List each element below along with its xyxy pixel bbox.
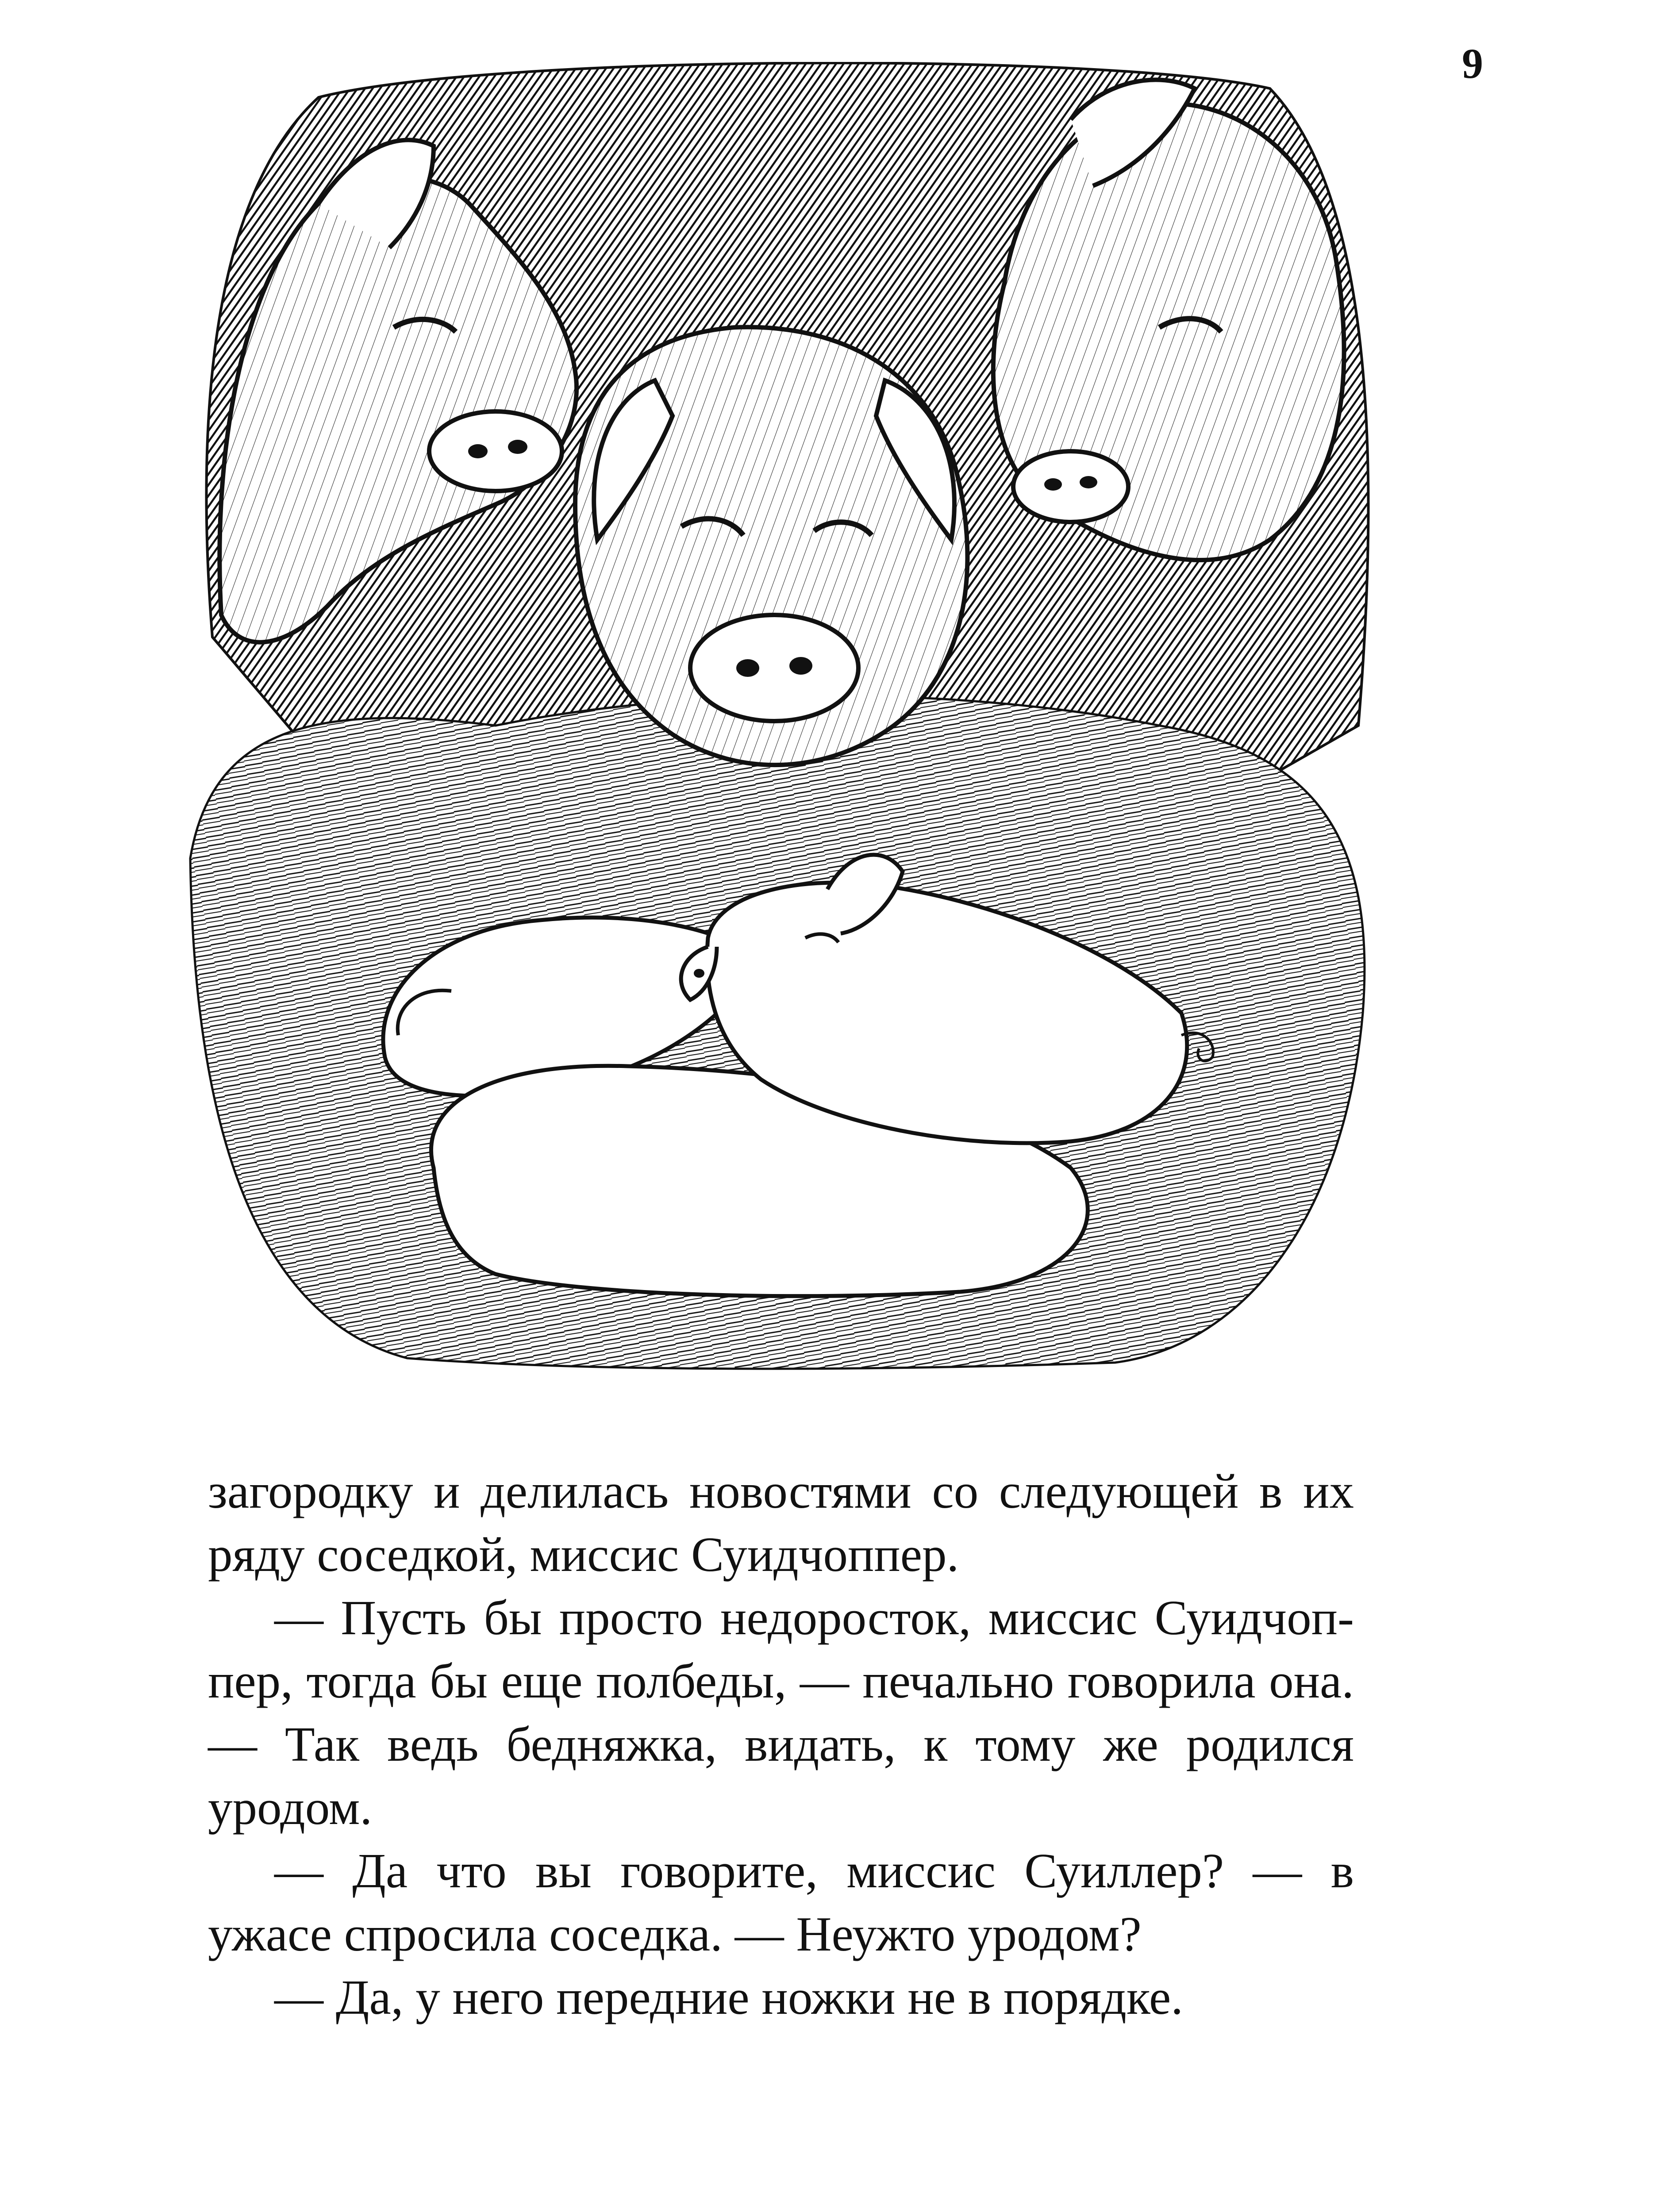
- page-number: 9: [1462, 40, 1483, 87]
- paragraph-3: — Да что вы говорите, миссис Суиллер? — в ужасе спросила соседка. — Неужто уродом?: [208, 1844, 1354, 1962]
- paragraph-2: — Пусть бы просто недоросток, миссис Суидчоп-пер, тогда бы еще полбеды, — печально говорила она. — Так ведь бедняжка, видать, к тому же родился уродом.: [208, 1591, 1354, 1835]
- pigs-illustration: [186, 62, 1380, 1371]
- paragraph-1: загородку и делилась новостями со следующей в их ряду соседкой, миссис Суидчоппер.: [208, 1464, 1354, 1582]
- paragraph-4: — Да, у него передние ножки не в порядке.: [274, 1970, 1184, 2025]
- body-text: [208, 1460, 1354, 2029]
